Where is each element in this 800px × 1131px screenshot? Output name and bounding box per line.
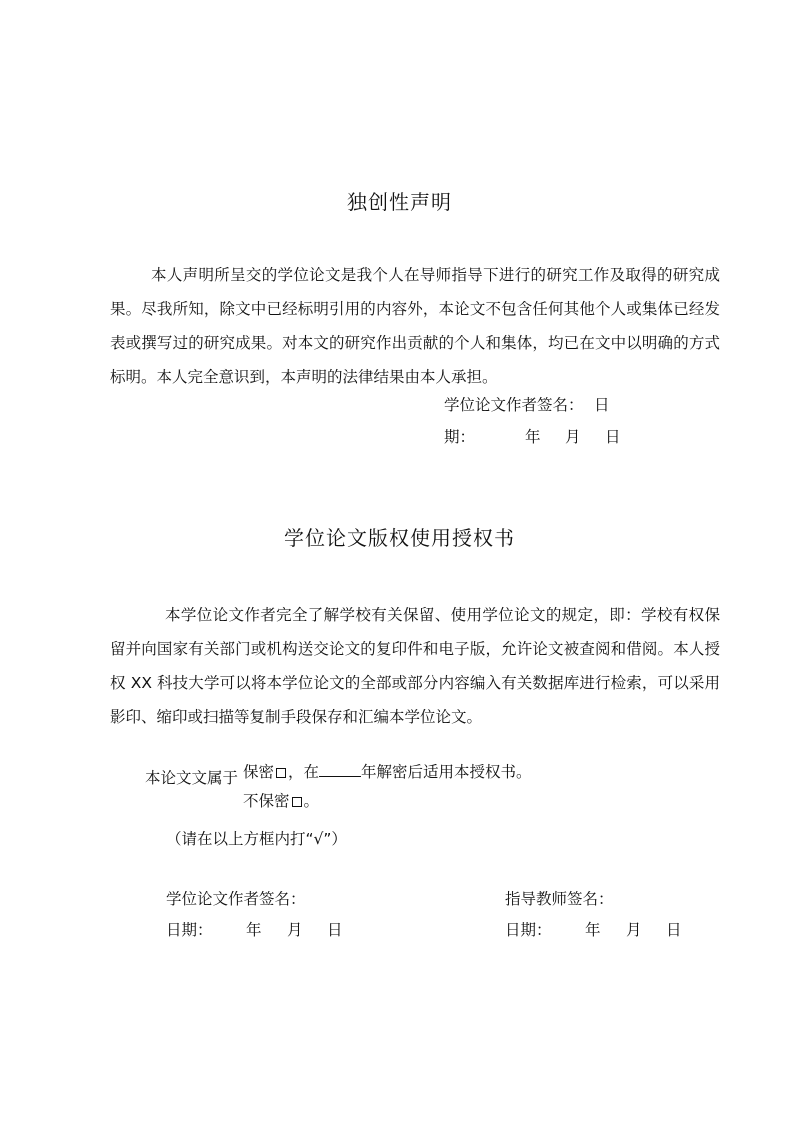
advisor-date-day: 日 [666,921,682,939]
advisor-date-year: 年 [585,921,601,939]
author-date-year: 年 [246,921,262,939]
secret-checkbox[interactable] [276,768,286,778]
declaration-title: 独创性声明 [347,190,452,214]
secret-label: 保密 [243,763,275,781]
nonsecret-option [243,789,319,811]
advisor-sign-label: 指导教师签名： [505,890,614,908]
authorization-body: 本学位论文作者完全了解学校有关保留、使用学位论文的规定，即：学校有权保留并向国家有关部门或机构送交论文的复印件和电子版，允许论文被查阅和借阅。本人授权 XX 科技大学可以将本学位论文的全部或部分内容编入有关数据库进行检索，可以采用影印、缩印或扫描等复制手段保存和汇编本学位论文。 [110,606,720,726]
declaration-date-year: 年 [525,428,541,446]
checkbox-note: （请在以上方框内打“√”） [166,830,347,848]
author-sign-label: 学位论文作者签名： [166,890,306,908]
nonsecret-checkbox[interactable] [292,797,302,807]
declaration-date-qi: 期： [444,428,476,446]
belongs-label: 本论文文属于 [145,769,239,787]
declaration-date-month: 月 [565,428,581,446]
nonsecret-label: 不保密 [243,792,290,810]
declaration-signature-label: 学位论文作者签名： [444,396,584,414]
declaration-body: 本人声明所呈交的学位论文是我个人在导师指导下进行的研究工作及取得的研究成果。尽我所知，除文中已经标明引用的内容外，本论文不包含任何其他个人或集体已经发表或撰写过的研究成果。对本文的研究作出贡献的个人和集体，均已在文中以明确的方式标明。本人完全意识到，本声明的法律结果由本人承担。 [110,266,720,386]
secret-option [243,760,532,782]
author-date-day: 日 [327,921,343,939]
advisor-date-month: 月 [626,921,642,939]
secret-mid: ，在 [288,763,320,781]
declaration-signature-ri: 日 [594,396,610,414]
advisor-date-label: 日期： [505,921,552,939]
declaration-date-day: 日 [605,428,621,446]
secret-year-blank[interactable] [319,762,361,777]
secret-tail: 年解密后适用本授权书。 [361,763,532,781]
nonsecret-tail: 。 [303,792,320,810]
author-date-month: 月 [287,921,303,939]
author-date-label: 日期： [166,921,213,939]
authorization-title: 学位论文版权使用授权书 [284,526,515,550]
